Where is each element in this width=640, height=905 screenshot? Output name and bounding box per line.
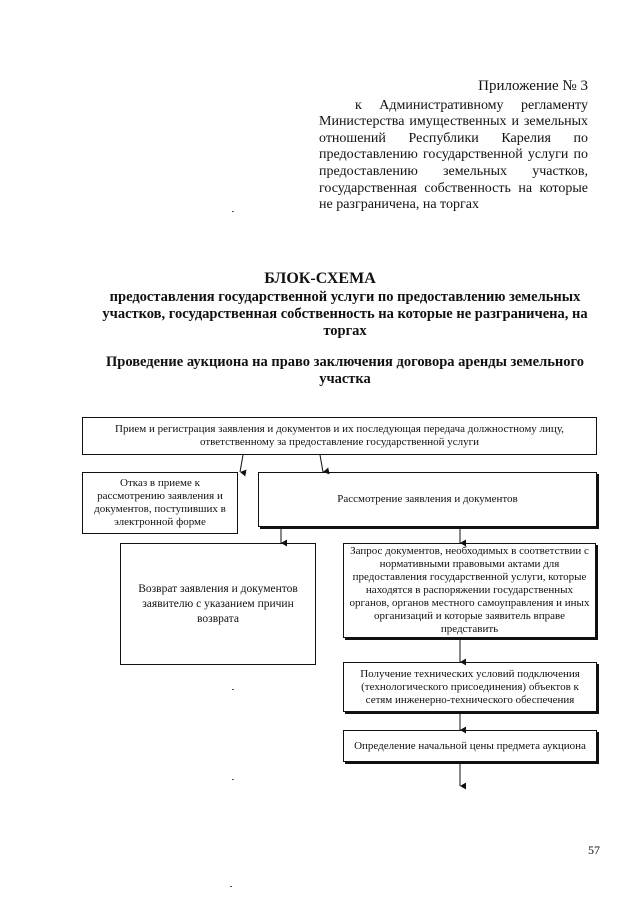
scan-speck: [232, 779, 234, 780]
box-technical: Получение технических условий подключения (технологического присоединения) объектов к сетям инженерно-технического обеспечения: [343, 662, 597, 712]
box-refusal: Отказ в приеме к рассмотрению заявления и документов, поступивших в электронной форме: [82, 472, 238, 534]
appendix-text: к Административному регламенту Министерства имущественных и земельных отношений Республики Карелия по предоставлению государственной услуги по предоставлению земельных участков, государственная собственность на которые не разграничена, на торгах: [319, 97, 588, 213]
box-price: Определение начальной цены предмета аукциона: [343, 730, 597, 762]
scan-speck: [230, 886, 232, 887]
scan-speck: [232, 211, 234, 212]
section-title: Проведение аукциона на право заключения договора аренды земельного участка: [105, 354, 584, 387]
arrow-reception-to-refusal: [240, 455, 243, 472]
document-subtitle: предоставления государственной услуги по предоставлению земельных участков, государственная собственность на которые не разграничена, на торгах: [102, 289, 588, 339]
appendix-note: [319, 78, 588, 214]
box-review: Рассмотрение заявления и документов: [258, 472, 597, 527]
appendix-title: Приложение № 3: [478, 78, 588, 94]
scan-speck: [232, 689, 234, 690]
arrow-reception-to-review: [320, 455, 323, 472]
document-title: БЛОК-СХЕМА: [264, 270, 376, 287]
box-return: Возврат заявления и документов заявителю с указанием причин возврата: [120, 543, 316, 665]
box-reception: Прием и регистрация заявления и документов и их последующая передача должностному лицу, ответственному за предоставление государственной услуги: [82, 417, 597, 455]
box-request: Запрос документов, необходимых в соответствии с нормативными правовыми актами для предоставления государственной услуги, которые находятся в распоряжении государственных органов, органов местного самоуправления и иных организаций и которые заявитель вправе представить: [343, 543, 596, 638]
page-number: 57: [588, 843, 600, 857]
